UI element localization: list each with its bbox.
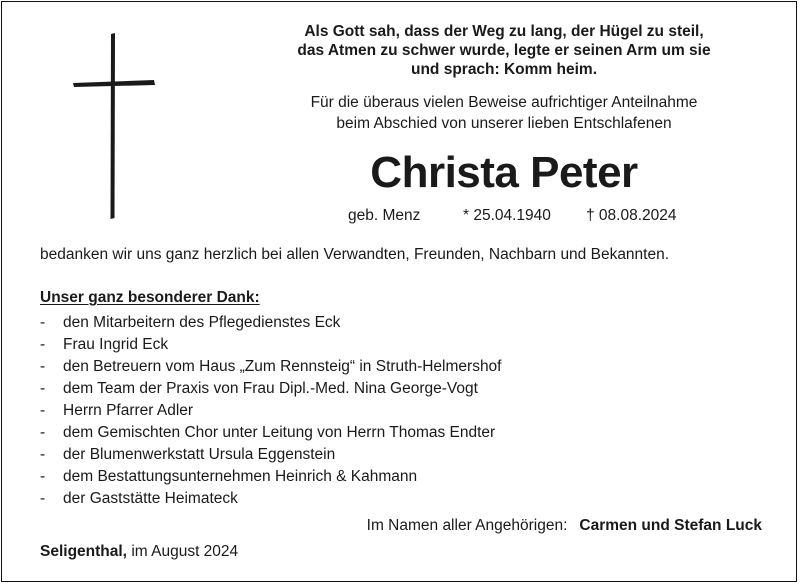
list-item bbox=[40, 334, 502, 356]
special-thanks-list bbox=[40, 312, 502, 510]
quote-line: das Atmen zu schwer wurde, legte er seinen Arm um sie bbox=[297, 42, 711, 59]
list-item bbox=[40, 466, 502, 488]
place-city: Seligenthal, bbox=[40, 543, 127, 560]
latin-cross-icon bbox=[72, 32, 156, 220]
list-item bbox=[40, 356, 502, 378]
list-item-text: dem Gemischten Chor unter Leitung von Herrn Thomas Endter bbox=[63, 424, 496, 441]
list-item bbox=[40, 444, 502, 466]
special-thanks-heading: Unser ganz besonderer Dank: bbox=[40, 289, 260, 306]
place-date: im August 2024 bbox=[131, 543, 239, 560]
list-item-text: den Mitarbeitern des Pflegedienstes Eck bbox=[63, 314, 341, 331]
list-item bbox=[40, 378, 502, 400]
signature-prefix: Im Namen aller Angehörigen: bbox=[366, 517, 568, 534]
list-item-text: Herrn Pfarrer Adler bbox=[63, 402, 194, 419]
death-date: † 08.08.2024 bbox=[586, 207, 677, 224]
signature-line bbox=[367, 516, 762, 536]
bullet-dash: - bbox=[40, 358, 46, 375]
birth-name: geb. Menz bbox=[348, 207, 421, 224]
bullet-dash: - bbox=[40, 380, 46, 397]
list-item-text: dem Bestattungsunternehmen Heinrich & Kahmann bbox=[63, 468, 418, 485]
list-item bbox=[40, 312, 502, 334]
bullet-dash: - bbox=[40, 468, 46, 485]
signature-names: Carmen und Stefan Luck bbox=[579, 517, 762, 534]
intro-line: beim Abschied von unserer lieben Entschlafenen bbox=[336, 115, 672, 132]
quote-line: und sprach: Komm heim. bbox=[410, 61, 598, 78]
bullet-dash: - bbox=[40, 424, 46, 441]
list-item-text: der Blumenwerkstatt Ursula Eggenstein bbox=[63, 446, 336, 463]
bullet-dash: - bbox=[40, 336, 46, 353]
deceased-name: Christa Peter bbox=[370, 148, 638, 197]
bullet-dash: - bbox=[40, 314, 46, 331]
list-item-text: der Gaststätte Heimateck bbox=[63, 490, 238, 507]
list-item bbox=[40, 400, 502, 422]
birth-date: * 25.04.1940 bbox=[463, 207, 551, 224]
bullet-dash: - bbox=[40, 402, 46, 419]
intro-line: Für die überaus vielen Beweise aufrichtiger Anteilnahme bbox=[310, 94, 698, 111]
list-item bbox=[40, 422, 502, 444]
list-item bbox=[40, 488, 502, 510]
quote-line: Als Gott sah, dass der Weg zu lang, der Hügel zu steil, bbox=[304, 23, 704, 40]
place-date-line bbox=[40, 542, 238, 562]
bullet-dash: - bbox=[40, 490, 46, 507]
list-item-text: den Betreuern vom Haus „Zum Rennsteig“ in Struth-Helmershof bbox=[63, 358, 502, 375]
thanks-statement: bedanken wir uns ganz herzlich bei allen Verwandten, Freunden, Nachbarn und Bekannten. bbox=[40, 246, 670, 263]
list-item-text: dem Team der Praxis von Frau Dipl.-Med. Nina George-Vogt bbox=[63, 380, 478, 397]
intro-text bbox=[264, 92, 744, 134]
poem-quote bbox=[264, 22, 744, 79]
life-dates bbox=[348, 206, 677, 226]
list-item-text: Frau Ingrid Eck bbox=[63, 336, 169, 353]
bullet-dash: - bbox=[40, 446, 46, 463]
obituary-card bbox=[1, 1, 797, 582]
